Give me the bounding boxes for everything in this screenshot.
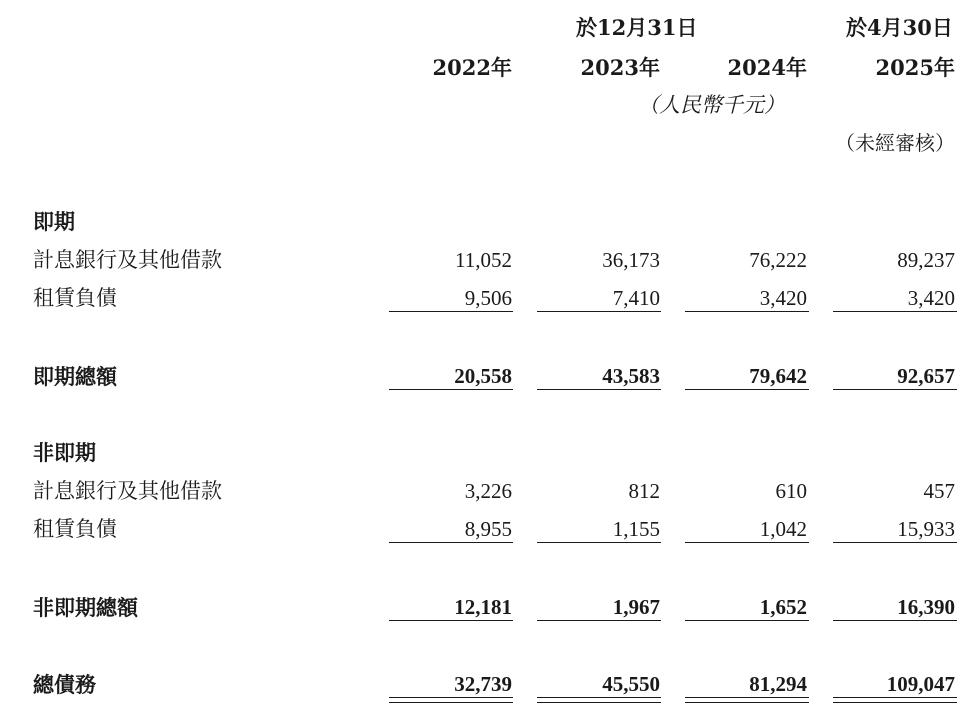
header-unaudited: （未經審核） [835,131,955,155]
cell-current-total-2024: 79,642 [749,364,807,388]
total-rule [389,620,513,621]
header-year-2022: 2022年 [432,55,512,80]
subtotal-rule [389,542,513,543]
cell-current-lease-2024: 3,420 [759,286,807,310]
cell-noncurrent-lease-2025: 15,933 [897,517,955,541]
subtotal-rule [389,311,513,312]
cell-noncurrent-borrowings-2024: 610 [775,479,807,503]
cell-grand-total-2025: 109,047 [886,672,955,696]
total-rule [685,389,809,390]
section-title-current: 即期 [33,209,75,234]
double-rule-bottom [685,702,809,703]
row-label-noncurrent-lease: 租賃負債 [33,517,117,541]
cell-noncurrent-borrowings-2025: 457 [923,479,955,503]
header-year-2023: 2023年 [580,55,660,80]
subtotal-rule [537,311,661,312]
total-rule [833,620,957,621]
cell-current-total-2022: 20,558 [454,364,512,388]
header-year-2025: 2025年 [875,55,955,80]
cell-noncurrent-total-2025: 16,390 [897,595,955,619]
cell-current-total-2025: 92,657 [897,364,955,388]
subtotal-rule [685,311,809,312]
cell-noncurrent-lease-2022: 8,955 [464,517,512,541]
double-rule-top [685,697,809,698]
total-rule [537,620,661,621]
cell-grand-total-2022: 32,739 [454,672,512,696]
subtotal-rule [685,542,809,543]
subtotal-rule [833,542,957,543]
section-title-noncurrent: 非即期 [33,440,96,465]
row-label-grand-total: 總債務 [33,672,96,697]
header-unit: （人民幣千元） [638,93,785,117]
double-rule-top [389,697,513,698]
cell-current-lease-2025: 3,420 [907,286,955,310]
cell-current-borrowings-2022: 11,052 [455,248,512,272]
total-rule [389,389,513,390]
cell-current-lease-2023: 7,410 [612,286,660,310]
row-label-noncurrent-borrowings: 計息銀行及其他借款 [33,479,222,503]
cell-current-lease-2022: 9,506 [464,286,512,310]
header-group-apr: 於4月30日 [846,15,953,40]
total-rule [537,389,661,390]
cell-noncurrent-lease-2024: 1,042 [759,517,807,541]
header-group-dec: 於12月31日 [576,15,698,40]
cell-noncurrent-borrowings-2022: 3,226 [464,479,512,503]
total-rule [685,620,809,621]
row-label-current-total: 即期總額 [33,364,117,389]
double-rule-top [833,697,957,698]
cell-noncurrent-total-2022: 12,181 [454,595,512,619]
cell-current-borrowings-2025: 89,237 [897,248,955,272]
subtotal-rule [537,542,661,543]
cell-noncurrent-borrowings-2023: 812 [628,479,660,503]
header-year-2024: 2024年 [727,55,807,80]
double-rule-bottom [833,702,957,703]
cell-grand-total-2024: 81,294 [749,672,807,696]
double-rule-top [537,697,661,698]
cell-current-borrowings-2024: 76,222 [749,248,807,272]
double-rule-bottom [389,702,513,703]
cell-noncurrent-total-2024: 1,652 [759,595,807,619]
row-label-noncurrent-total: 非即期總額 [33,595,138,620]
subtotal-rule [833,311,957,312]
cell-noncurrent-lease-2023: 1,155 [612,517,660,541]
cell-current-borrowings-2023: 36,173 [602,248,660,272]
cell-noncurrent-total-2023: 1,967 [612,595,660,619]
row-label-current-borrowings: 計息銀行及其他借款 [33,248,222,272]
double-rule-bottom [537,702,661,703]
total-rule [833,389,957,390]
cell-grand-total-2023: 45,550 [602,672,660,696]
row-label-current-lease: 租賃負債 [33,286,117,310]
cell-current-total-2023: 43,583 [602,364,660,388]
